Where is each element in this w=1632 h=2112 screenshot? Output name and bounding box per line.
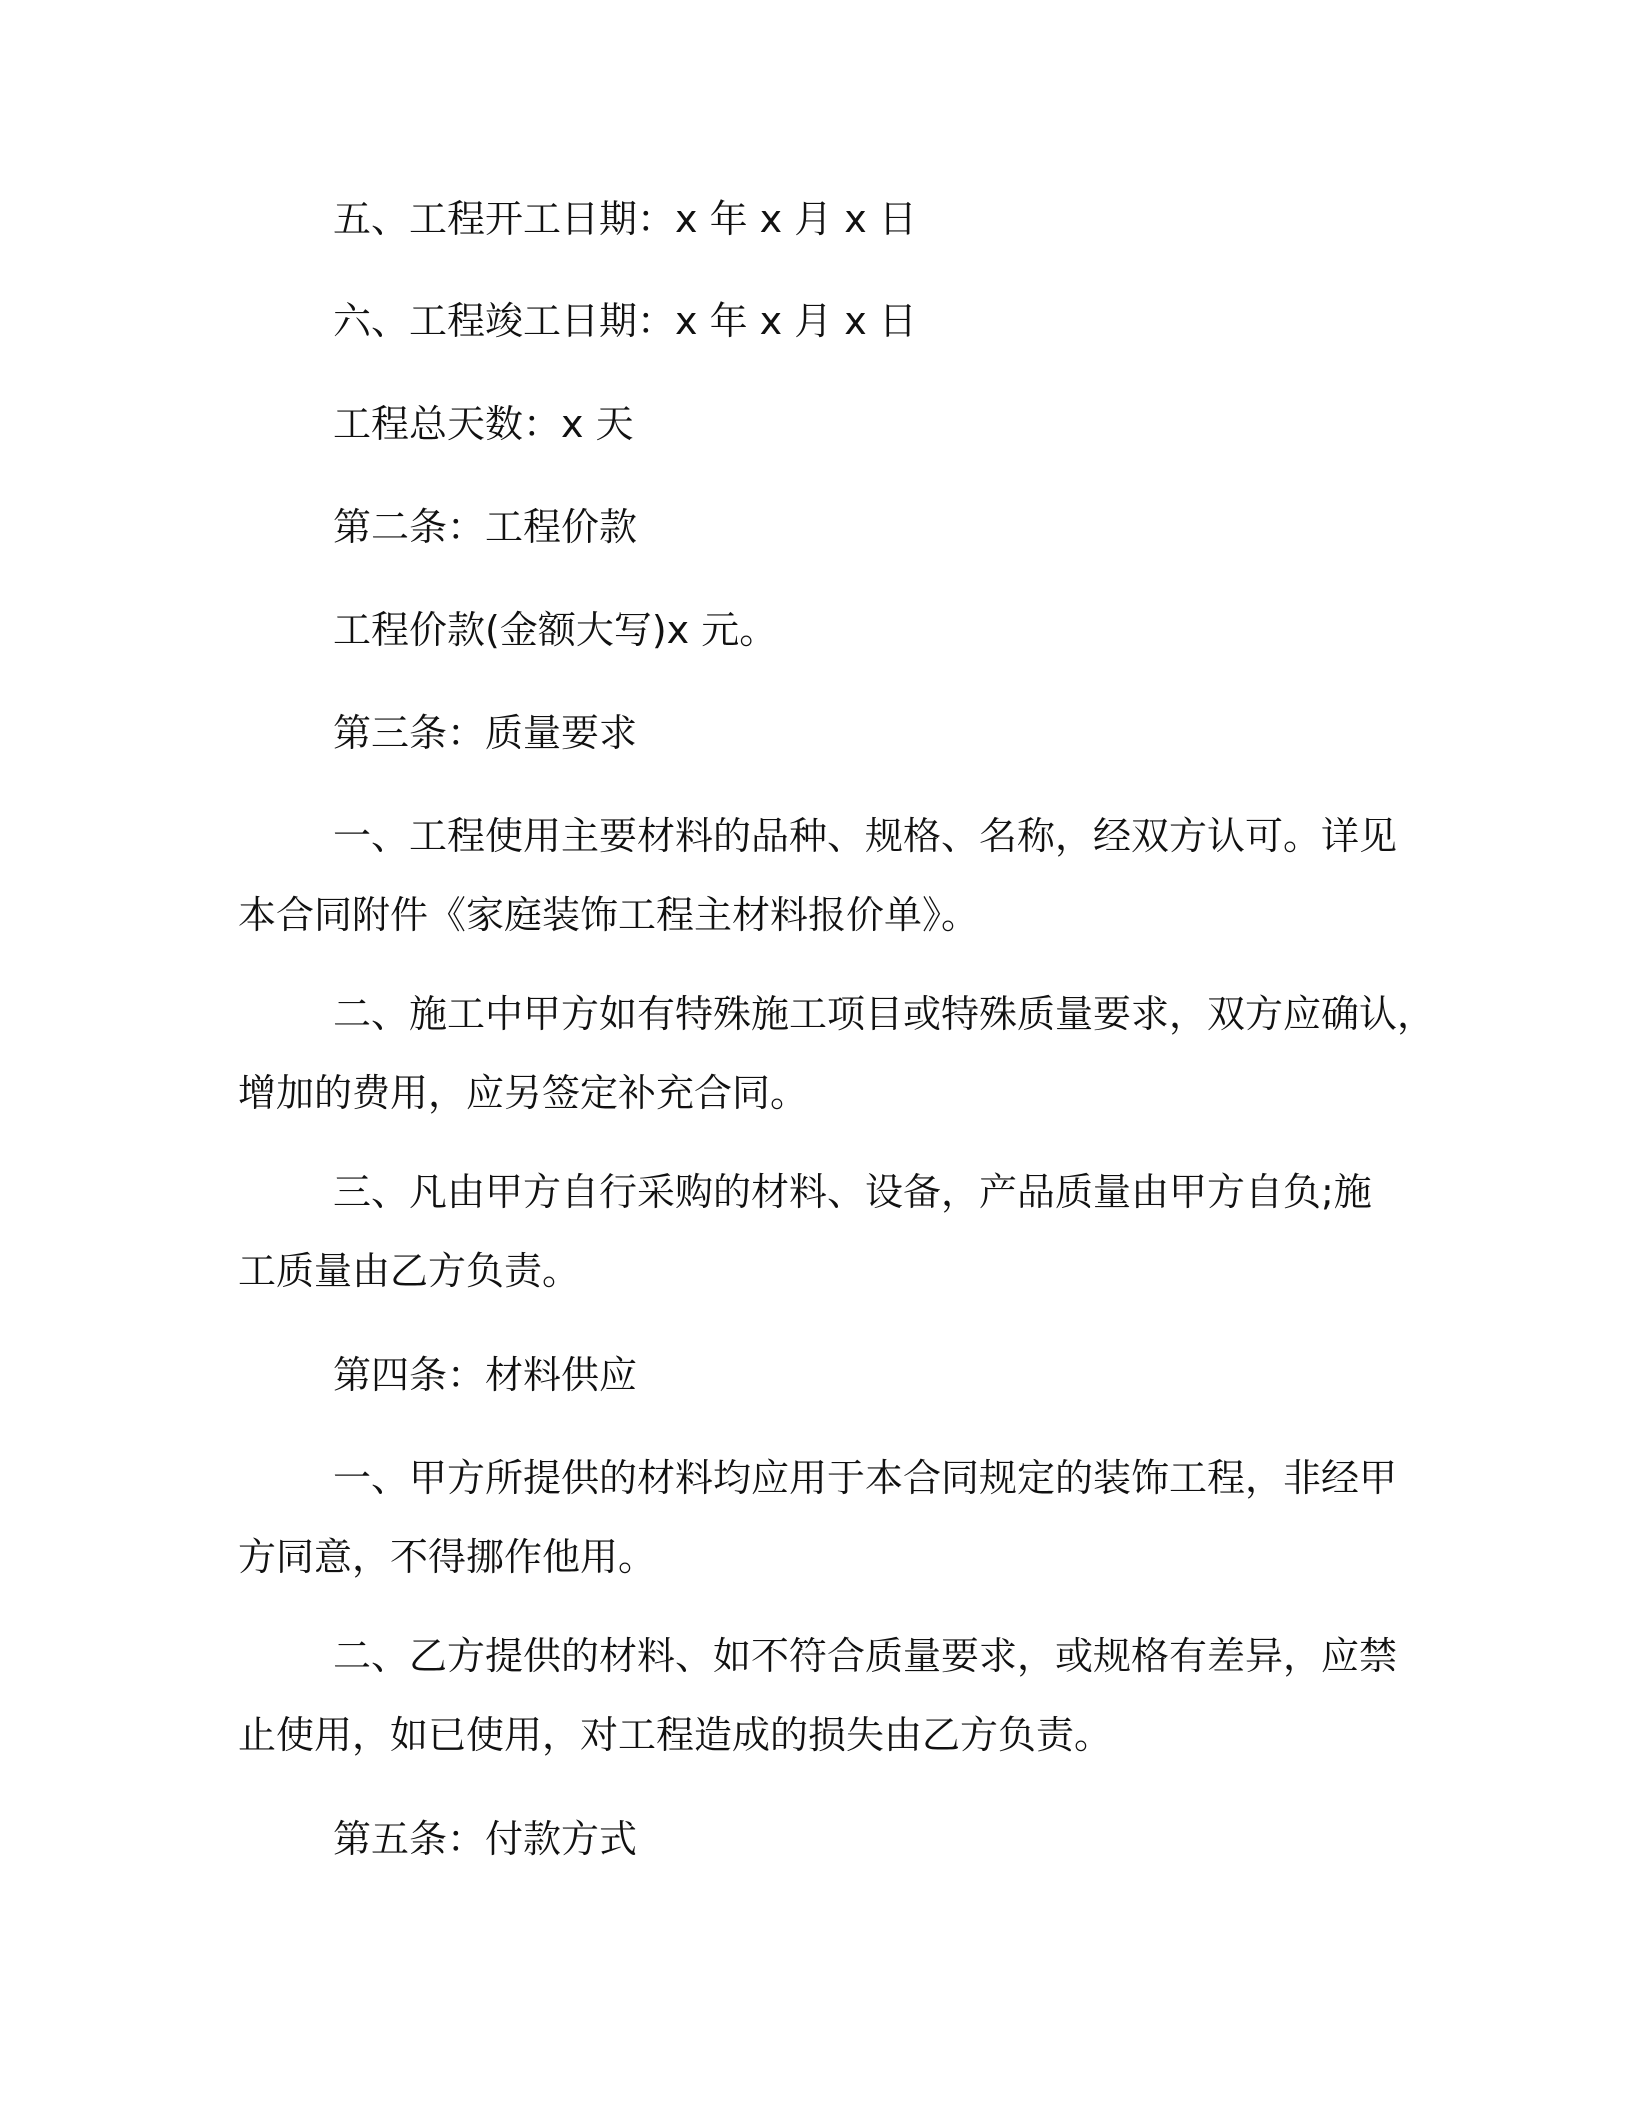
quality-item-2-line-1: 二、施工中甲方如有特殊施工项目或特殊质量要求，双方应确认， [333,992,1436,1036]
project-price: 工程价款(金额大写)x 元。 [333,608,778,652]
article-5-heading: 第五条：付款方式 [333,1817,638,1861]
clause-start-date: 五、工程开工日期：x 年 x 月 x 日 [333,197,917,241]
quality-item-2-line-2: 增加的费用，应另签定补充合同。 [238,1071,809,1115]
quality-item-1-line-1: 一、工程使用主要材料的品种、规格、名称，经双方认可。详见 [333,814,1398,858]
quality-item-3-line-1: 三、凡由甲方自行采购的材料、设备，产品质量由甲方自负;施 [333,1170,1372,1214]
quality-item-3-line-2: 工质量由乙方负责。 [238,1249,581,1293]
supply-item-1-line-1: 一、甲方所提供的材料均应用于本合同规定的装饰工程，非经甲 [333,1456,1398,1500]
article-2-heading: 第二条：工程价款 [333,505,638,549]
quality-item-1-line-2: 本合同附件《家庭装饰工程主材料报价单》。 [238,893,980,937]
supply-item-2-line-2: 止使用，如已使用，对工程造成的损失由乙方负责。 [238,1713,1113,1757]
article-4-heading: 第四条：材料供应 [333,1353,638,1397]
supply-item-2-line-1: 二、乙方提供的材料、如不符合质量要求，或规格有差异，应禁 [333,1634,1398,1678]
article-3-heading: 第三条：质量要求 [333,711,638,755]
total-days: 工程总天数：x 天 [333,402,634,446]
clause-completion-date: 六、工程竣工日期：x 年 x 月 x 日 [333,299,917,343]
supply-item-1-line-2: 方同意，不得挪作他用。 [238,1535,657,1579]
